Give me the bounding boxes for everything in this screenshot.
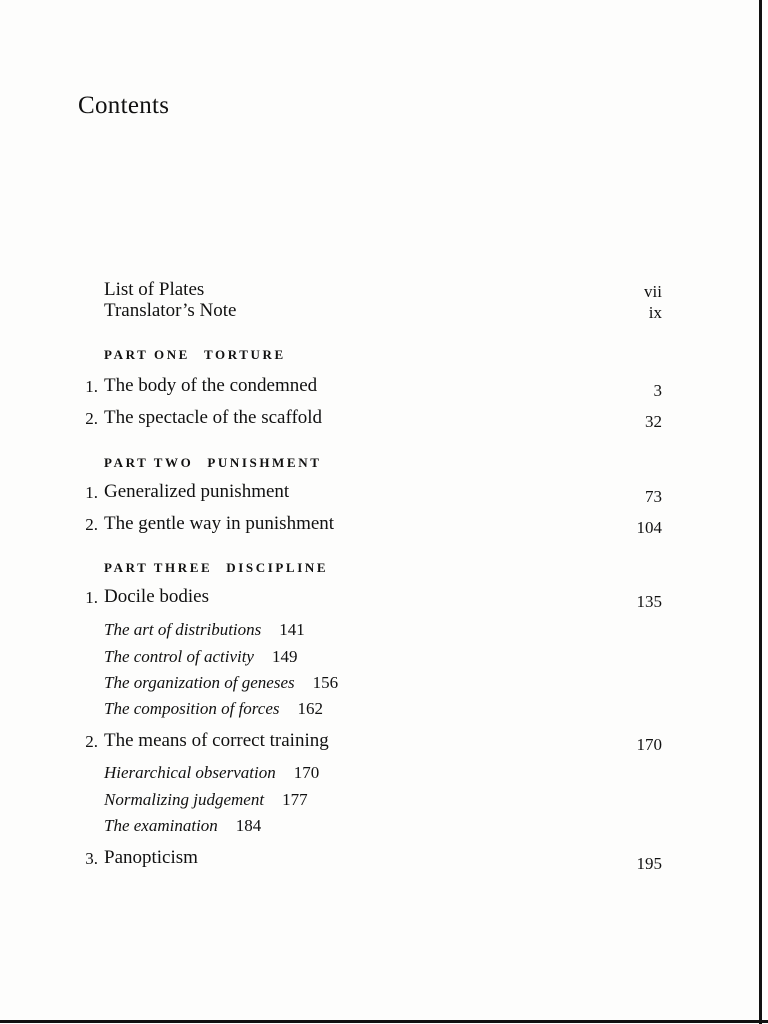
- section-entry: [104, 698, 323, 720]
- part-heading-number: PART TWO: [104, 455, 194, 470]
- part-heading-number: PART ONE: [104, 347, 190, 362]
- chapter-number: 2.: [85, 515, 98, 534]
- chapter-page: 170: [636, 735, 662, 754]
- section-title: The composition of forces: [104, 699, 280, 718]
- section-title: The control of activity: [104, 647, 254, 666]
- front-item-label: Translator’s Note: [104, 300, 237, 321]
- chapter-number: 3.: [85, 849, 98, 868]
- chapter-page: 135: [636, 592, 662, 611]
- scan-edge-bottom: [0, 1020, 768, 1023]
- section-entry: [104, 789, 308, 811]
- chapter-title: The body of the condemned: [104, 375, 318, 396]
- chapter-page: 104: [636, 518, 662, 537]
- chapter-number: 1.: [85, 588, 98, 607]
- front-item-page: ix: [648, 303, 662, 322]
- part-heading: [104, 347, 286, 363]
- section-title: Hierarchical observation: [104, 763, 276, 782]
- section-title: The organization of geneses: [104, 673, 295, 692]
- section-page: 177: [282, 790, 308, 809]
- front-item-label: List of Plates: [104, 279, 205, 300]
- section-entry: [104, 672, 338, 694]
- chapter-page: 3: [653, 381, 662, 400]
- section-page: 162: [297, 699, 323, 718]
- section-page: 170: [293, 763, 320, 782]
- chapter-title: The means of correct training: [104, 730, 329, 751]
- chapter-title: Panopticism: [104, 847, 198, 868]
- chapter-page: 32: [645, 412, 662, 431]
- part-heading-title: PUNISHMENT: [207, 455, 322, 470]
- section-page: 141: [279, 620, 305, 639]
- chapter-number: 2.: [85, 409, 98, 428]
- section-entry: [104, 646, 297, 668]
- chapter-title: Docile bodies: [104, 586, 210, 607]
- chapter-number: 1.: [85, 483, 98, 502]
- part-heading: [104, 455, 321, 471]
- chapter-number: 2.: [85, 732, 98, 751]
- chapter-page: 195: [636, 854, 662, 873]
- chapter-title: The spectacle of the scaffold: [104, 407, 323, 428]
- part-heading-title: DISCIPLINE: [226, 560, 329, 575]
- section-title: Normalizing judgement: [104, 790, 265, 809]
- chapter-title: Generalized punishment: [104, 481, 290, 502]
- front-item-page: vii: [644, 282, 662, 301]
- page-title: Contents: [78, 92, 170, 119]
- chapter-number: 1.: [85, 377, 98, 396]
- section-title: The art of distributions: [104, 620, 262, 639]
- scan-edge-right: [759, 0, 762, 1024]
- section-entry: [104, 619, 305, 641]
- section-title: The examination: [104, 816, 218, 835]
- section-page: 156: [312, 673, 339, 692]
- chapter-title: The gentle way in punishment: [104, 513, 335, 534]
- chapter-page: 73: [645, 487, 662, 506]
- section-page: 184: [235, 816, 262, 835]
- section-entry: [104, 762, 319, 784]
- section-entry: [104, 815, 261, 837]
- section-page: 149: [271, 647, 298, 666]
- part-heading-number: PART THREE: [104, 560, 213, 575]
- part-heading: [104, 560, 328, 576]
- part-heading-title: TORTURE: [203, 347, 286, 362]
